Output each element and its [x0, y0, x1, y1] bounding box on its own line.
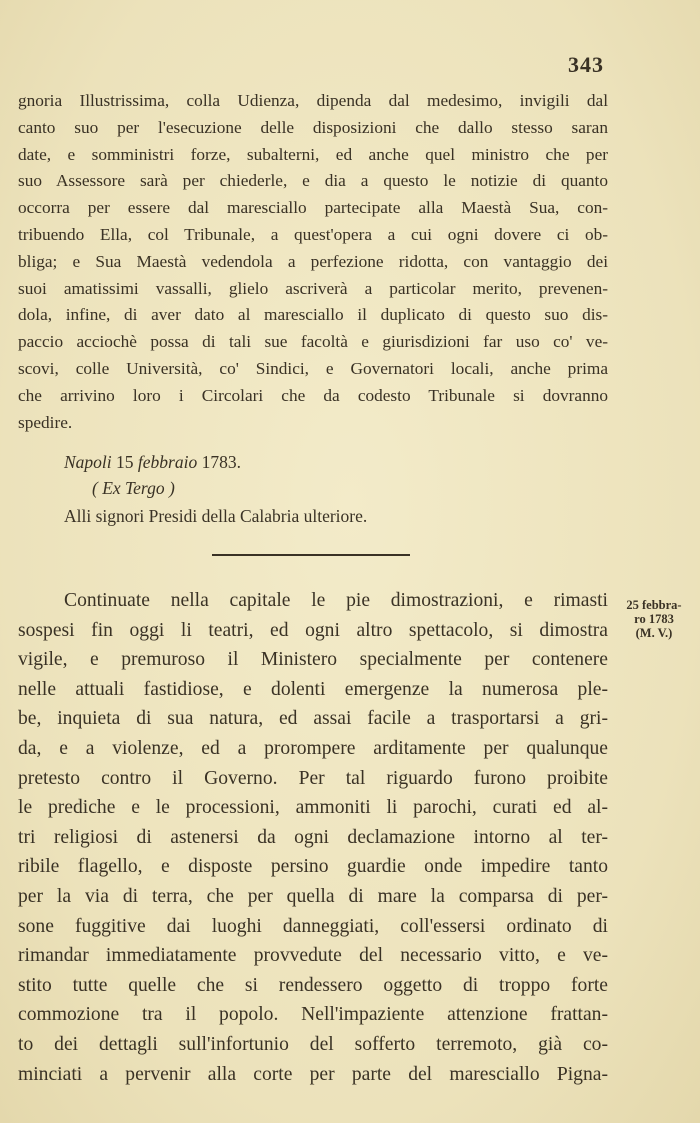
dateline-month: febbraio: [137, 452, 198, 472]
text-line: stito tutte quelle che si rendessero oggetto di troppo forte: [18, 974, 608, 996]
text-line: che arrivino loro i Circolari che da codesto Tribunale si dovranno: [18, 385, 608, 405]
text-line: suoi amatissimi vassalli, glielo ascriverà a particolar merito, prevenen-: [18, 278, 608, 298]
dateline-day: 15: [116, 452, 134, 472]
text-line: vigile, e premuroso il Ministero specialmente per contenere: [18, 649, 608, 671]
text-line: le prediche e le processioni, ammoniti li parochi, curati ed al-: [18, 797, 608, 819]
text-line: paccio acciochè possa di tali sue facoltà e giurisdizioni far uso co' ve-: [18, 332, 608, 352]
text-line: bliga; e Sua Maestà vedendola a perfezione ridotta, con vantaggio dei: [18, 251, 608, 271]
narrative-text: [18, 586, 608, 1089]
text-line: sospesi fin oggi li teatri, ed ogni altro spettacolo, si dimostra: [18, 619, 608, 641]
text-line: spedire.: [18, 412, 73, 432]
letter-dateline: [64, 449, 241, 476]
margin-note-line: 25 febbra-: [626, 598, 682, 612]
margin-note-line: (M. V.): [635, 626, 673, 640]
text-line: per la via di terra, che per quella di mare la comparsa di per-: [18, 885, 608, 907]
text-line: scovi, colle Università, co' Sindici, e Governatori locali, anche prima: [18, 358, 608, 378]
text-line: Continuate nella capitale le pie dimostrazioni, e rimasti: [64, 590, 608, 611]
margin-date-note: [612, 598, 696, 640]
text-line: ribile flagello, e disposte persino guardie onde impedire tanto: [18, 856, 608, 878]
text-line: commozione tra il popolo. Nell'impaziente attenzione frattan-: [18, 1004, 608, 1026]
text-line: rimandar immediatamente provvedute del necessario vitto, e ve-: [18, 945, 608, 967]
section-divider: [212, 554, 410, 556]
dateline-place: Napoli: [64, 452, 112, 472]
text-line: canto suo per l'esecuzione delle disposizioni che dallo stesso saran: [18, 117, 608, 137]
text-line: da, e a violenze, ed a prorompere arditamente per qualunque: [18, 737, 608, 759]
text-line: occorra per essere dal maresciallo partecipate alla Maestà Sua, con-: [18, 198, 608, 218]
text-line: minciati a pervenir alla corte per parte del maresciallo Pigna-: [18, 1063, 608, 1085]
text-line: sone fuggitive dai luoghi danneggiati, coll'essersi ordinato di: [18, 915, 608, 937]
text-line: tribuendo Ella, col Tribunale, a quest'opera a cui ogni dovere ci ob-: [18, 224, 608, 244]
text-line: pretesto contro il Governo. Per tal riguardo furono proibite: [18, 767, 608, 789]
text-line: be, inquieta di sua natura, ed assai facile a trasportarsi a gri-: [18, 708, 608, 730]
margin-note-line: ro 1783: [634, 612, 674, 626]
text-line: dola, infine, di aver dato al maresciallo il duplicato di questo suo dis-: [18, 305, 608, 325]
text-line: tri religiosi di astenersi da ogni declamazione intorno al ter-: [18, 826, 608, 848]
letter-address: Alli signori Presidi della Calabria ulteriore.: [64, 506, 368, 526]
text-line: gnoria Illustrissima, colla Udienza, dipenda dal medesimo, invigili dal: [18, 91, 608, 110]
text-line: date, e somministri forze, subalterni, ed anche quel ministro che per: [18, 144, 608, 164]
page-number: 343: [568, 52, 604, 77]
dateline-year: 1783.: [201, 452, 241, 472]
text-line: suo Assessore sarà per chiederle, e dia a questo le notizie di quanto: [18, 171, 608, 191]
letter-text: [18, 88, 608, 436]
ex-tergo-label: ( Ex Tergo ): [92, 478, 175, 498]
text-line: nelle attuali fastidiose, e dolenti emergenze la numerosa ple-: [18, 678, 608, 700]
text-line: to dei dettagli sull'infortunio del sofferto terremoto, già co-: [18, 1033, 608, 1055]
